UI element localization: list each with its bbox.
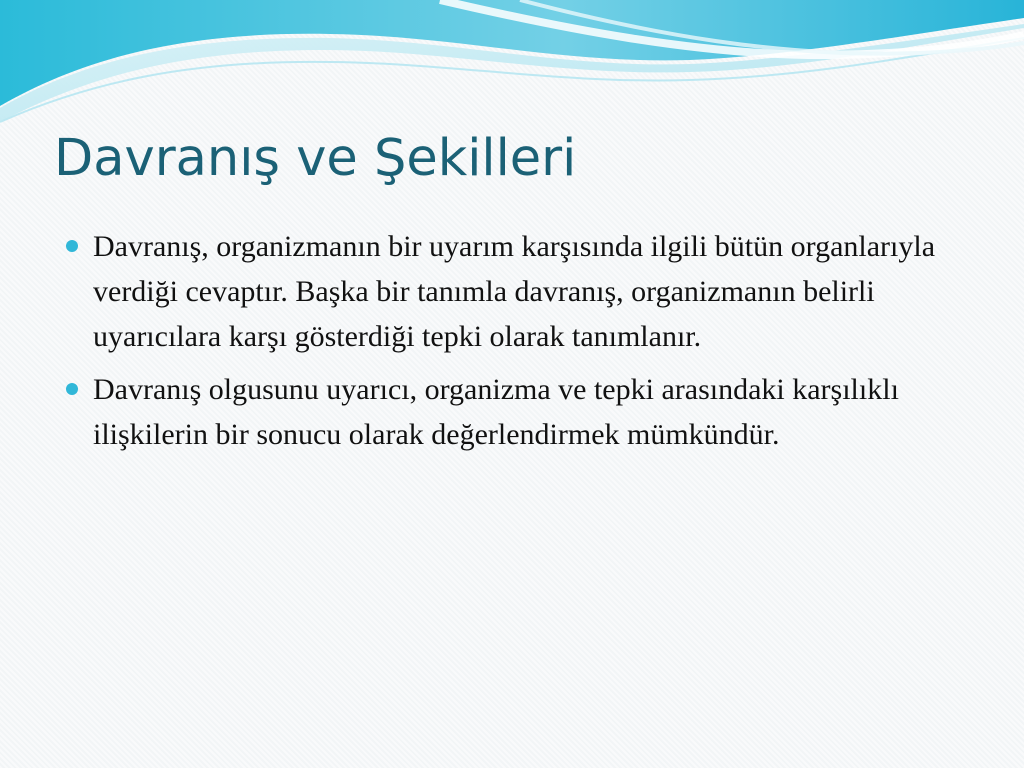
slide-title: Davranış ve Şekilleri	[54, 129, 577, 188]
bullet-list	[62, 224, 962, 465]
bullet-text: Davranış olgusunu uyarıcı, organizma ve tepki arasındaki karşılıklı ilişkilerin bir sonucu olarak değerlendirmek mümkündür.	[93, 373, 899, 451]
bullet-dot-icon	[66, 240, 78, 252]
bullet-item	[62, 367, 962, 457]
bullet-item	[62, 224, 962, 359]
bullet-dot-icon	[66, 383, 78, 395]
decorative-wave-header	[0, 0, 1024, 130]
bullet-text: Davranış, organizmanın bir uyarım karşısında ilgili bütün organlarıyla verdiği cevaptır. Başka bir tanımla davranış, organizmanın belirli uyarıcılara karşı gösterdiği tepki olarak tanımlanır.	[93, 230, 936, 353]
